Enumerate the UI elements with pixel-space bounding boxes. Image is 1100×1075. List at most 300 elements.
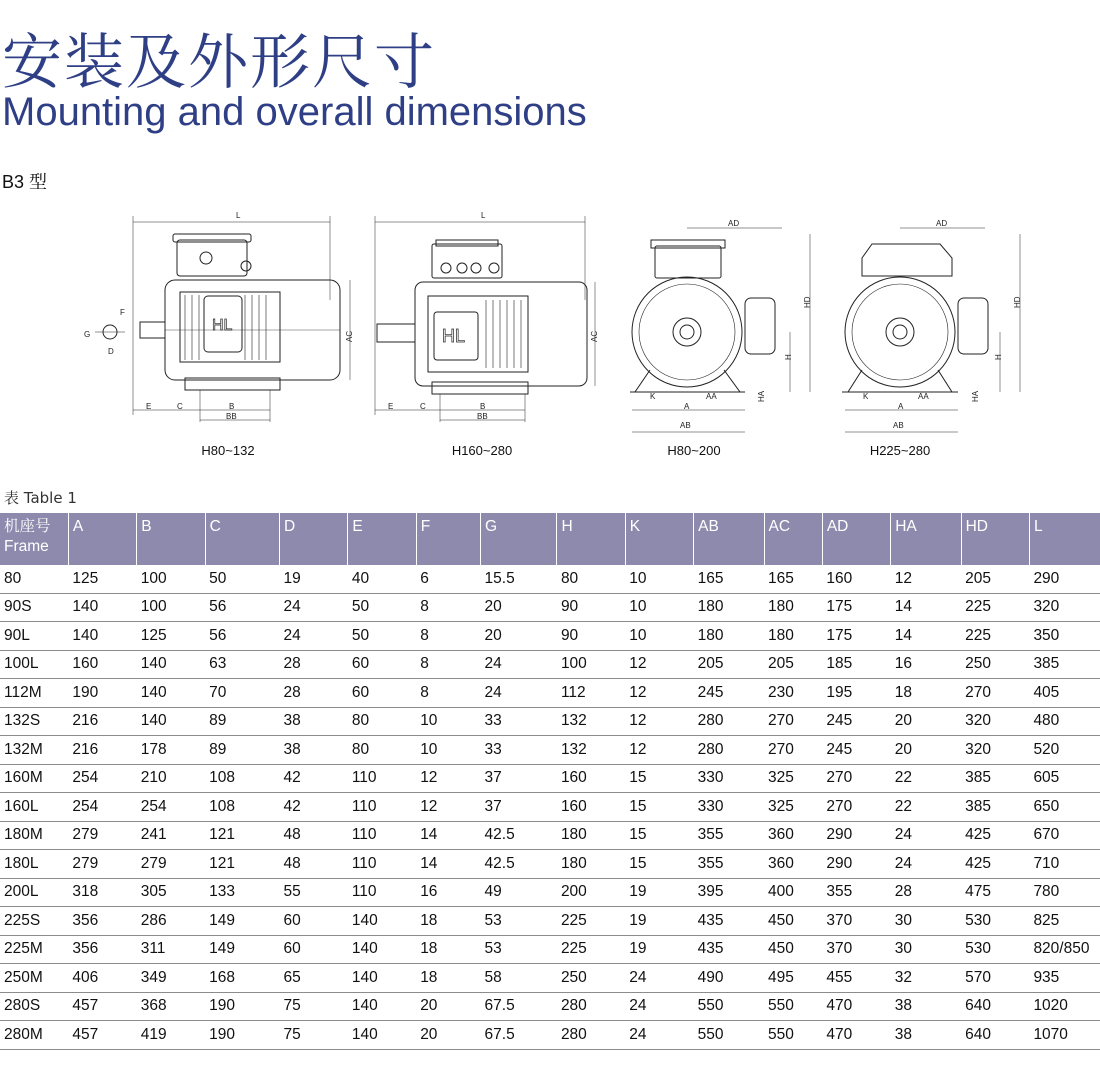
table-cell: 245 xyxy=(822,707,890,736)
table-row xyxy=(0,1021,1100,1050)
table-cell: 225 xyxy=(961,593,1029,622)
drawing-caption-1: H80~132 xyxy=(201,443,255,458)
table-cell: 475 xyxy=(961,878,1029,907)
table-row xyxy=(0,964,1100,993)
dim-label-HD: HD xyxy=(803,296,812,308)
table-cell: 195 xyxy=(822,679,890,708)
header-H: H xyxy=(557,513,625,565)
table-cell: 455 xyxy=(822,964,890,993)
table-cell: 110 xyxy=(348,764,416,793)
table-cell: 305 xyxy=(137,878,205,907)
table-cell: 190 xyxy=(205,1021,279,1050)
dim-label-E-2: E xyxy=(388,402,394,411)
table-cell-frame: 225S xyxy=(0,907,68,936)
table-cell: 20 xyxy=(481,622,557,651)
dim-label-AC: AC xyxy=(345,330,354,342)
table-cell: 80 xyxy=(348,707,416,736)
table-cell: 320 xyxy=(1029,593,1100,622)
table-cell: 10 xyxy=(416,736,480,765)
table-cell: 670 xyxy=(1029,821,1100,850)
table-cell: 140 xyxy=(348,964,416,993)
table-cell: 245 xyxy=(822,736,890,765)
table-cell: 279 xyxy=(68,850,136,879)
table-cell: 1070 xyxy=(1029,1021,1100,1050)
table-cell: 270 xyxy=(822,793,890,822)
table-cell: 24 xyxy=(891,821,961,850)
table-cell: 89 xyxy=(205,707,279,736)
table-cell: 38 xyxy=(279,736,347,765)
table-cell: 37 xyxy=(481,764,557,793)
dim-label-BB-2: BB xyxy=(477,412,488,421)
table-cell: 356 xyxy=(68,907,136,936)
table-cell: 280 xyxy=(694,736,764,765)
table-cell: 70 xyxy=(205,679,279,708)
table-cell: 20 xyxy=(416,992,480,1021)
table-cell: 178 xyxy=(137,736,205,765)
dimensions-table xyxy=(0,513,1100,1050)
table-cell: 254 xyxy=(137,793,205,822)
table-cell: 140 xyxy=(348,935,416,964)
table-cell: 160 xyxy=(68,650,136,679)
table-row xyxy=(0,622,1100,651)
table-cell: 435 xyxy=(694,935,764,964)
table-cell: 457 xyxy=(68,992,136,1021)
table-cell: 935 xyxy=(1029,964,1100,993)
table-cell: 112 xyxy=(557,679,625,708)
table-cell: 24 xyxy=(625,1021,693,1050)
table-cell: 530 xyxy=(961,935,1029,964)
table-cell: 175 xyxy=(822,593,890,622)
table-cell-frame: 200L xyxy=(0,878,68,907)
table-cell: 650 xyxy=(1029,793,1100,822)
table-cell: 89 xyxy=(205,736,279,765)
table-cell: 175 xyxy=(822,622,890,651)
table-cell: 320 xyxy=(961,736,1029,765)
table-cell: 15 xyxy=(625,793,693,822)
table-cell: 110 xyxy=(348,821,416,850)
dim-label-HA: HA xyxy=(757,390,766,402)
table-cell: 100 xyxy=(137,565,205,593)
table-cell: 15 xyxy=(625,821,693,850)
table-cell: 19 xyxy=(625,935,693,964)
table-cell: 67.5 xyxy=(481,1021,557,1050)
dim-label-G: G xyxy=(84,330,91,339)
header-B: B xyxy=(137,513,205,565)
table-cell: 225 xyxy=(961,622,1029,651)
dim-label-AC-2: AC xyxy=(590,330,599,342)
table-cell: 49 xyxy=(481,878,557,907)
table-header-row xyxy=(0,513,1100,565)
table-cell: 50 xyxy=(348,622,416,651)
header-AB: AB xyxy=(694,513,764,565)
table-cell: 22 xyxy=(891,764,961,793)
table-row xyxy=(0,736,1100,765)
table-cell: 200 xyxy=(557,878,625,907)
table-cell: 140 xyxy=(68,593,136,622)
table-cell: 225 xyxy=(557,935,625,964)
table-cell: 254 xyxy=(68,764,136,793)
header-A: A xyxy=(68,513,136,565)
table-cell: 100 xyxy=(557,650,625,679)
table-cell: 90 xyxy=(557,593,625,622)
table-cell: 190 xyxy=(68,679,136,708)
table-row xyxy=(0,650,1100,679)
table-cell: 125 xyxy=(137,622,205,651)
table-cell: 8 xyxy=(416,650,480,679)
table-cell: 10 xyxy=(416,707,480,736)
table-cell: 24 xyxy=(891,850,961,879)
table-cell: 108 xyxy=(205,793,279,822)
table-cell: 160 xyxy=(557,793,625,822)
header-HD: HD xyxy=(961,513,1029,565)
table-cell: 550 xyxy=(694,992,764,1021)
header-E: E xyxy=(348,513,416,565)
table-cell: 205 xyxy=(764,650,822,679)
table-cell: 355 xyxy=(694,821,764,850)
table-cell: 355 xyxy=(694,850,764,879)
header-frame-en: Frame xyxy=(4,538,49,555)
table-cell: 18 xyxy=(891,679,961,708)
table-cell: 8 xyxy=(416,593,480,622)
table-cell: 12 xyxy=(625,707,693,736)
header-G: G xyxy=(481,513,557,565)
table-cell: 30 xyxy=(891,907,961,936)
table-cell: 12 xyxy=(416,793,480,822)
table-cell: 75 xyxy=(279,992,347,1021)
table-cell: 149 xyxy=(205,907,279,936)
table-cell-frame: 280M xyxy=(0,1021,68,1050)
table-cell: 58 xyxy=(481,964,557,993)
table-cell: 360 xyxy=(764,850,822,879)
table-cell: 356 xyxy=(68,935,136,964)
table-cell: 395 xyxy=(694,878,764,907)
table-cell: 42 xyxy=(279,764,347,793)
table-cell: 400 xyxy=(764,878,822,907)
table-cell: 457 xyxy=(68,1021,136,1050)
table-cell: 149 xyxy=(205,935,279,964)
front-view-small-drawing xyxy=(630,219,812,432)
table-cell: 280 xyxy=(557,992,625,1021)
table-cell: 110 xyxy=(348,878,416,907)
dim-label-AA-2: AA xyxy=(918,392,929,401)
table-cell: 24 xyxy=(279,622,347,651)
dim-label-L: L xyxy=(236,211,241,220)
table-cell-frame: 160L xyxy=(0,793,68,822)
table-cell: 108 xyxy=(205,764,279,793)
table-cell: 90 xyxy=(557,622,625,651)
table-cell: 60 xyxy=(279,935,347,964)
table-cell: 825 xyxy=(1029,907,1100,936)
table-cell: 280 xyxy=(694,707,764,736)
table-cell: 33 xyxy=(481,707,557,736)
table-cell: 140 xyxy=(137,707,205,736)
table-cell: 63 xyxy=(205,650,279,679)
table-cell-frame: 225M xyxy=(0,935,68,964)
table-row xyxy=(0,850,1100,879)
table-cell: 14 xyxy=(891,622,961,651)
table-cell: 15.5 xyxy=(481,565,557,593)
table-cell: 330 xyxy=(694,764,764,793)
table-cell: 225 xyxy=(557,907,625,936)
drawing-caption-3: H80~200 xyxy=(667,443,721,458)
table-cell-frame: 132M xyxy=(0,736,68,765)
table-cell: 205 xyxy=(694,650,764,679)
table-row xyxy=(0,935,1100,964)
table-cell: 205 xyxy=(961,565,1029,593)
table-cell-frame: 180L xyxy=(0,850,68,879)
table-cell: 450 xyxy=(764,907,822,936)
table-cell: 28 xyxy=(891,878,961,907)
table-cell: 48 xyxy=(279,821,347,850)
table-cell: 20 xyxy=(481,593,557,622)
table-cell: 250 xyxy=(557,964,625,993)
header-C: C xyxy=(205,513,279,565)
table-row xyxy=(0,793,1100,822)
table-cell: 20 xyxy=(891,707,961,736)
table-cell-frame: 160M xyxy=(0,764,68,793)
table-cell: 140 xyxy=(348,907,416,936)
table-cell: 250 xyxy=(961,650,1029,679)
table-cell: 450 xyxy=(764,935,822,964)
table-cell: 80 xyxy=(557,565,625,593)
table-cell: 710 xyxy=(1029,850,1100,879)
table-cell: 216 xyxy=(68,707,136,736)
table-cell-frame: 132S xyxy=(0,707,68,736)
header-frame xyxy=(0,513,68,565)
table-cell: 180 xyxy=(694,622,764,651)
side-view-small-drawing xyxy=(84,211,354,422)
table-cell: 330 xyxy=(694,793,764,822)
table-cell: 425 xyxy=(961,850,1029,879)
dim-label-F: F xyxy=(120,308,125,317)
table-cell: 368 xyxy=(137,992,205,1021)
table-cell: 42.5 xyxy=(481,850,557,879)
table-cell: 50 xyxy=(205,565,279,593)
dim-label-AB: AB xyxy=(680,421,691,430)
table-cell: 60 xyxy=(279,907,347,936)
table-cell: 18 xyxy=(416,907,480,936)
table-cell: 385 xyxy=(961,793,1029,822)
table-cell: 185 xyxy=(822,650,890,679)
table-cell: 140 xyxy=(348,1021,416,1050)
table-cell: 405 xyxy=(1029,679,1100,708)
table-cell: 37 xyxy=(481,793,557,822)
table-cell: 311 xyxy=(137,935,205,964)
table-cell: 780 xyxy=(1029,878,1100,907)
table-cell: 190 xyxy=(205,992,279,1021)
table-cell: 165 xyxy=(764,565,822,593)
table-cell: 435 xyxy=(694,907,764,936)
table-cell: 160 xyxy=(557,764,625,793)
table-cell: 60 xyxy=(348,650,416,679)
table-row xyxy=(0,878,1100,907)
page-title-en: Mounting and overall dimensions xyxy=(2,90,587,134)
table-cell: 419 xyxy=(137,1021,205,1050)
page-title-cn: 安装及外形尺寸 xyxy=(2,28,436,98)
table-cell: 320 xyxy=(961,707,1029,736)
table-cell: 65 xyxy=(279,964,347,993)
drawing-caption-4: H225~280 xyxy=(869,443,931,458)
table-cell: 18 xyxy=(416,964,480,993)
table-cell: 56 xyxy=(205,622,279,651)
header-AC: AC xyxy=(764,513,822,565)
dim-label-AB-2: AB xyxy=(893,421,904,430)
table-cell: 24 xyxy=(279,593,347,622)
table-cell: 168 xyxy=(205,964,279,993)
motor-drawings xyxy=(0,200,1100,470)
table-cell: 140 xyxy=(348,992,416,1021)
table-cell: 38 xyxy=(891,1021,961,1050)
dim-label-A-2: A xyxy=(898,402,904,411)
table-cell: 10 xyxy=(625,565,693,593)
dim-label-HD-2: HD xyxy=(1013,296,1022,308)
dim-label-AD-2: AD xyxy=(936,219,948,228)
table-cell: 28 xyxy=(279,650,347,679)
table-cell: 385 xyxy=(1029,650,1100,679)
nameplate-badge: HL xyxy=(212,317,233,334)
table-cell: 355 xyxy=(822,878,890,907)
table-cell: 520 xyxy=(1029,736,1100,765)
table-cell: 406 xyxy=(68,964,136,993)
table-cell: 8 xyxy=(416,679,480,708)
table-row xyxy=(0,593,1100,622)
table-cell: 180 xyxy=(557,821,625,850)
table-cell: 165 xyxy=(694,565,764,593)
table-cell: 12 xyxy=(625,736,693,765)
table-cell: 133 xyxy=(205,878,279,907)
table-cell: 33 xyxy=(481,736,557,765)
table-cell: 60 xyxy=(348,679,416,708)
nameplate-badge-2: HL xyxy=(442,326,466,346)
table-cell: 530 xyxy=(961,907,1029,936)
table-cell: 605 xyxy=(1029,764,1100,793)
table-cell: 640 xyxy=(961,1021,1029,1050)
table-cell: 28 xyxy=(279,679,347,708)
table-cell: 24 xyxy=(481,650,557,679)
table-cell: 279 xyxy=(137,850,205,879)
dim-label-AA: AA xyxy=(706,392,717,401)
front-view-large-drawing xyxy=(842,219,1022,432)
table-cell: 14 xyxy=(416,850,480,879)
table-cell-frame: 90L xyxy=(0,622,68,651)
table-cell: 121 xyxy=(205,850,279,879)
table-cell: 19 xyxy=(279,565,347,593)
header-D: D xyxy=(279,513,347,565)
dim-label-B-2: B xyxy=(480,402,486,411)
table-cell: 160 xyxy=(822,565,890,593)
table-cell: 270 xyxy=(764,736,822,765)
table-cell-frame: 100L xyxy=(0,650,68,679)
table-cell: 370 xyxy=(822,907,890,936)
table-cell: 32 xyxy=(891,964,961,993)
table-cell: 75 xyxy=(279,1021,347,1050)
table-cell: 349 xyxy=(137,964,205,993)
table-cell: 22 xyxy=(891,793,961,822)
header-F: F xyxy=(416,513,480,565)
table-cell: 56 xyxy=(205,593,279,622)
table-cell: 350 xyxy=(1029,622,1100,651)
table-cell: 55 xyxy=(279,878,347,907)
table-cell: 8 xyxy=(416,622,480,651)
table-cell: 360 xyxy=(764,821,822,850)
table-cell: 216 xyxy=(68,736,136,765)
table-row xyxy=(0,821,1100,850)
table-body xyxy=(0,565,1100,1049)
table-cell: 19 xyxy=(625,878,693,907)
table-cell: 40 xyxy=(348,565,416,593)
table-row xyxy=(0,992,1100,1021)
table-cell: 100 xyxy=(137,593,205,622)
table-cell: 230 xyxy=(764,679,822,708)
table-cell: 110 xyxy=(348,850,416,879)
table-cell: 495 xyxy=(764,964,822,993)
table-cell: 80 xyxy=(348,736,416,765)
table-cell: 50 xyxy=(348,593,416,622)
table-cell: 325 xyxy=(764,764,822,793)
table-cell: 140 xyxy=(137,679,205,708)
table-cell: 16 xyxy=(416,878,480,907)
dim-label-AD: AD xyxy=(728,219,740,228)
table-cell: 490 xyxy=(694,964,764,993)
table-cell: 1020 xyxy=(1029,992,1100,1021)
table-cell: 19 xyxy=(625,907,693,936)
drawing-caption-2: H160~280 xyxy=(451,443,513,458)
table-cell: 820/850 xyxy=(1029,935,1100,964)
table-cell: 140 xyxy=(137,650,205,679)
table-cell: 42 xyxy=(279,793,347,822)
table-cell: 16 xyxy=(891,650,961,679)
side-view-large-drawing xyxy=(375,211,599,422)
table-cell: 370 xyxy=(822,935,890,964)
table-cell: 38 xyxy=(891,992,961,1021)
header-AD: AD xyxy=(822,513,890,565)
table-cell: 6 xyxy=(416,565,480,593)
table-cell: 241 xyxy=(137,821,205,850)
table-cell: 38 xyxy=(279,707,347,736)
table-cell: 570 xyxy=(961,964,1029,993)
table-cell: 290 xyxy=(822,850,890,879)
table-cell: 550 xyxy=(764,1021,822,1050)
table-cell: 180 xyxy=(694,593,764,622)
header-L: L xyxy=(1029,513,1100,565)
header-HA: HA xyxy=(891,513,961,565)
table-cell: 24 xyxy=(481,679,557,708)
table-cell: 470 xyxy=(822,992,890,1021)
table-cell: 385 xyxy=(961,764,1029,793)
table-cell: 18 xyxy=(416,935,480,964)
table-cell: 53 xyxy=(481,935,557,964)
table-cell-frame: 90S xyxy=(0,593,68,622)
table-cell: 318 xyxy=(68,878,136,907)
table-cell: 24 xyxy=(625,964,693,993)
dim-label-E: E xyxy=(146,402,152,411)
table-cell: 180 xyxy=(557,850,625,879)
table-row xyxy=(0,707,1100,736)
table-cell: 12 xyxy=(625,650,693,679)
table-cell: 42.5 xyxy=(481,821,557,850)
table-cell: 10 xyxy=(625,593,693,622)
dim-label-H: H xyxy=(784,354,793,360)
table-row xyxy=(0,679,1100,708)
dim-label-K: K xyxy=(650,392,656,401)
table-cell: 325 xyxy=(764,793,822,822)
table-label: 表 Table 1 xyxy=(4,489,77,507)
table-cell: 12 xyxy=(891,565,961,593)
dim-label-H-2: H xyxy=(994,354,1003,360)
dim-label-A: A xyxy=(684,402,690,411)
table-cell: 425 xyxy=(961,821,1029,850)
table-cell: 14 xyxy=(891,593,961,622)
